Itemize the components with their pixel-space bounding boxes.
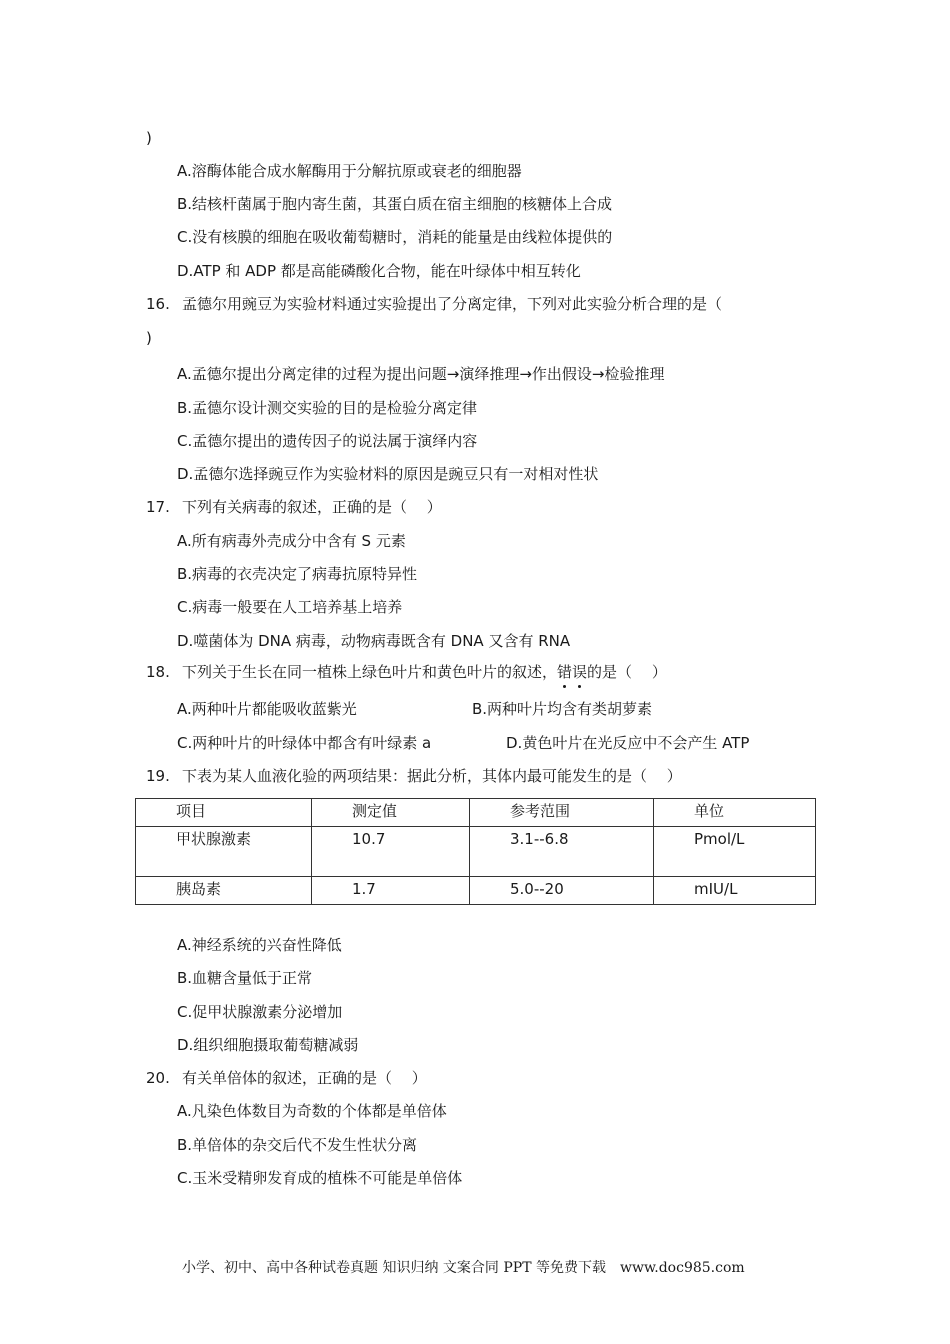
table-cell: 3.1--6.8 <box>470 827 654 877</box>
q15-option-c: C.没有核膜的细胞在吸收葡萄糖时，消耗的能量是由线粒体提供的 <box>177 228 613 246</box>
q17-stem <box>146 497 442 517</box>
table-cell: 5.0--20 <box>470 877 654 905</box>
table-cell: 1.7 <box>312 877 470 905</box>
table-row <box>136 877 816 905</box>
q20-option-b: B.单倍体的杂交后代不发生性状分离 <box>177 1136 418 1154</box>
q15-option-b: B.结核杆菌属于胞内寄生菌，其蛋白质在宿主细胞的核糖体上合成 <box>177 195 613 213</box>
q18-stem <box>146 662 667 682</box>
q17-text: 下列有关病毒的叙述，正确的是（ ） <box>182 498 442 516</box>
q16-paren-close: ) <box>146 329 152 347</box>
table-cell: 胰岛素 <box>136 877 312 905</box>
q18-text-before: 下列关于生长在同一植株上绿色叶片和黄色叶片的叙述， <box>182 663 558 681</box>
q20-number: 20. <box>146 1069 170 1087</box>
table-header-row <box>136 799 816 827</box>
table-row <box>136 827 816 877</box>
blood-test-table <box>135 798 816 905</box>
q20-option-c: C.玉米受精卵发育成的植株不可能是单倍体 <box>177 1169 463 1187</box>
q18-emphasis-char-2: 误 <box>572 663 588 681</box>
q19-text: 下表为某人血液化验的两项结果：据此分析，其体内最可能发生的是（ ） <box>182 767 682 785</box>
q17-option-d: D.噬菌体为 DNA 病毒，动物病毒既含有 DNA 又含有 RNA <box>177 632 571 650</box>
q16-stem <box>146 294 722 314</box>
q18-number: 18. <box>146 663 170 681</box>
q15-option-a: A.溶酶体能合成水解酶用于分解抗原或衰老的细胞器 <box>177 162 522 180</box>
q15-paren-close: ) <box>146 129 152 147</box>
q18-emphasis-char-1: 错 <box>557 663 573 681</box>
q16-number: 16. <box>146 295 170 313</box>
table-cell: Pmol/L <box>654 827 816 877</box>
q19-option-c: C.促甲状腺激素分泌增加 <box>177 1003 343 1021</box>
q17-option-a: A.所有病毒外壳成分中含有 S 元素 <box>177 532 406 550</box>
table-header-unit: 单位 <box>654 799 816 827</box>
table-header-item: 项目 <box>136 799 312 827</box>
q18-option-b: B.两种叶片均含有类胡萝素 <box>472 700 653 718</box>
table-cell: mIU/L <box>654 877 816 905</box>
q18-option-d: D.黄色叶片在光反应中不会产生 ATP <box>506 734 750 752</box>
table-header-reference: 参考范围 <box>470 799 654 827</box>
q19-option-d: D.组织细胞摄取葡萄糖减弱 <box>177 1036 359 1054</box>
q19-option-b: B.血糖含量低于正常 <box>177 969 313 987</box>
page-footer: 小学、初中、高中各种试卷真题 知识归纳 文案合同 PPT 等免费下载 www.doc985.com <box>182 1260 745 1276</box>
q20-option-a: A.凡染色体数目为奇数的个体都是单倍体 <box>177 1102 447 1120</box>
table-cell: 甲状腺激素 <box>136 827 312 877</box>
q16-option-d: D.孟德尔选择豌豆作为实验材料的原因是豌豆只有一对相对性状 <box>177 465 599 483</box>
q16-text: 孟德尔用豌豆为实验材料通过实验提出了分离定律，下列对此实验分析合理的是（ <box>182 295 723 313</box>
q18-option-a: A.两种叶片都能吸收蓝紫光 <box>177 700 357 718</box>
q17-number: 17. <box>146 498 170 516</box>
table-cell: 10.7 <box>312 827 470 877</box>
q19-option-a: A.神经系统的兴奋性降低 <box>177 936 342 954</box>
q16-option-b: B.孟德尔设计测交实验的目的是检验分离定律 <box>177 399 478 417</box>
q20-text: 有关单倍体的叙述，正确的是（ ） <box>182 1069 427 1087</box>
q15-option-d: D.ATP 和 ADP 都是高能磷酸化合物，能在叶绿体中相互转化 <box>177 262 581 280</box>
table-header-measured: 测定值 <box>312 799 470 827</box>
q17-option-b: B.病毒的衣壳决定了病毒抗原特异性 <box>177 565 418 583</box>
q16-option-c: C.孟德尔提出的遗传因子的说法属于演绎内容 <box>177 432 478 450</box>
q18-option-c: C.两种叶片的叶绿体中都含有叶绿素 a <box>177 734 432 752</box>
q17-option-c: C.病毒一般要在人工培养基上培养 <box>177 598 403 616</box>
q18-text-after: 的是（ ） <box>587 663 667 681</box>
q20-stem <box>146 1068 427 1088</box>
q16-option-a: A.孟德尔提出分离定律的过程为提出问题→演绎推理→作出假设→检验推理 <box>177 365 665 383</box>
q19-stem <box>146 766 682 786</box>
q19-number: 19. <box>146 767 170 785</box>
